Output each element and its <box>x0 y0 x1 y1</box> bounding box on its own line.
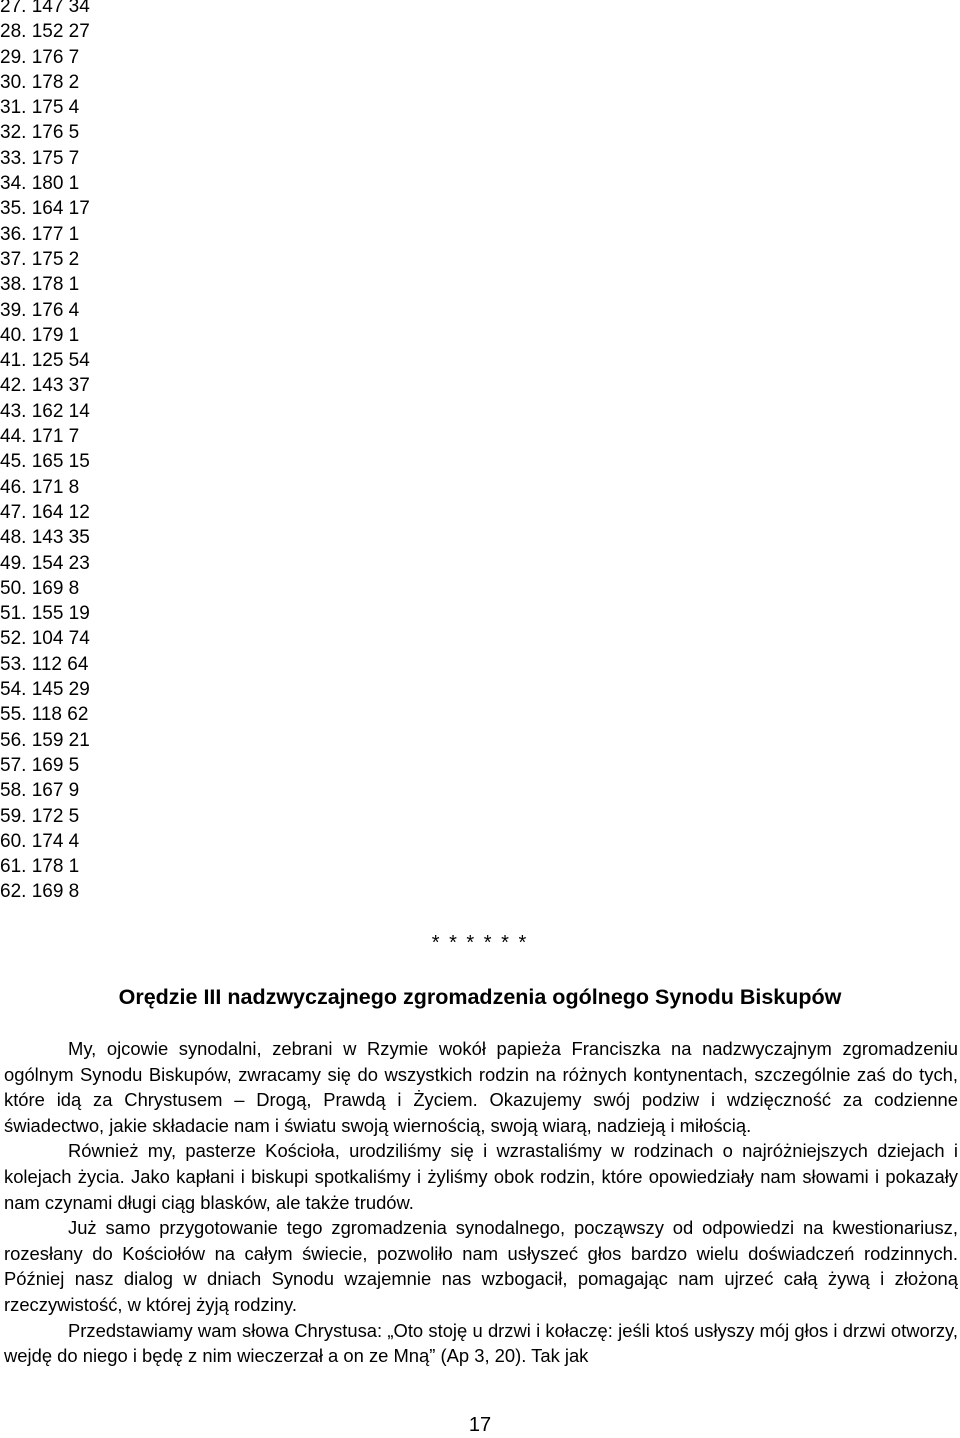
list-item-values: 178 1 <box>31 274 80 296</box>
list-item <box>0 171 90 196</box>
list-item <box>0 778 90 803</box>
list-item-values: 154 23 <box>31 552 90 574</box>
list-item <box>0 652 90 677</box>
list-item <box>0 222 90 247</box>
list-item-values: 178 2 <box>31 71 80 93</box>
list-item-values: 169 5 <box>31 754 80 776</box>
list-item-number: 34. <box>0 173 27 195</box>
list-item-number: 48. <box>0 527 27 549</box>
list-item <box>0 424 90 449</box>
list-item-number: 36. <box>0 223 27 245</box>
list-item <box>0 247 90 272</box>
list-item-number: 62. <box>0 881 27 903</box>
list-item-number: 44. <box>0 426 27 448</box>
list-item-values: 169 8 <box>31 881 80 903</box>
list-item-number: 38. <box>0 274 27 296</box>
list-item-values: 143 35 <box>31 527 90 549</box>
list-item-number: 60. <box>0 830 27 852</box>
list-item-values: 175 2 <box>31 248 80 270</box>
list-item-number: 39. <box>0 299 27 321</box>
list-item-number: 53. <box>0 653 27 675</box>
list-item-number: 47. <box>0 501 27 523</box>
list-item <box>0 576 90 601</box>
list-item-values: 174 4 <box>31 830 80 852</box>
list-item <box>0 804 90 829</box>
list-item-values: 118 62 <box>31 704 89 726</box>
list-item-values: 125 54 <box>31 350 90 372</box>
list-item-number: 41. <box>0 350 27 372</box>
list-item-values: 167 9 <box>31 780 80 802</box>
list-item-number: 31. <box>0 97 27 119</box>
list-item <box>0 626 90 651</box>
page-number: 17 <box>468 1414 492 1436</box>
list-item-values: 145 29 <box>31 679 90 701</box>
list-item-values: 143 37 <box>31 375 90 397</box>
list-item-number: 50. <box>0 577 27 599</box>
list-item-number: 54. <box>0 679 27 701</box>
list-item-number: 37. <box>0 248 27 270</box>
list-item <box>0 753 90 778</box>
list-item-number: 28. <box>0 21 27 43</box>
list-item-values: 104 74 <box>31 628 90 650</box>
list-item-values: 175 7 <box>31 147 80 169</box>
list-item-number: 32. <box>0 122 27 144</box>
list-item-values: 155 19 <box>31 603 90 625</box>
list-item <box>0 19 90 44</box>
list-item-number: 42. <box>0 375 27 397</box>
list-item-values: 177 1 <box>31 223 80 245</box>
list-item <box>0 348 90 373</box>
body-text <box>4 1036 958 1369</box>
list-item-values: 176 5 <box>31 122 80 144</box>
list-item-values: 112 64 <box>31 653 89 675</box>
list-item <box>0 399 90 424</box>
list-item-number: 43. <box>0 400 27 422</box>
list-item-values: 164 17 <box>31 198 90 220</box>
list-item-values: 147 34 <box>31 0 90 17</box>
list-item <box>0 272 90 297</box>
list-item-values: 159 21 <box>31 729 90 751</box>
list-item <box>0 475 90 500</box>
list-item-number: 35. <box>0 198 27 220</box>
list-item-values: 176 7 <box>31 46 80 68</box>
list-item <box>0 829 90 854</box>
list-item-number: 58. <box>0 780 27 802</box>
list-item-values: 171 8 <box>31 476 80 498</box>
list-item <box>0 854 90 879</box>
list-item <box>0 677 90 702</box>
list-item <box>0 373 90 398</box>
list-item-values: 165 15 <box>31 451 90 473</box>
list-item <box>0 146 90 171</box>
list-item-values: 171 7 <box>31 426 80 448</box>
section-separator: * * * * * * <box>431 932 529 954</box>
list-item <box>0 323 90 348</box>
list-item-number: 51. <box>0 603 27 625</box>
list-item-number: 57. <box>0 754 27 776</box>
list-item <box>0 45 90 70</box>
results-list <box>0 0 90 905</box>
list-item-number: 46. <box>0 476 27 498</box>
list-item-values: 180 1 <box>31 173 80 195</box>
list-item <box>0 525 90 550</box>
list-item-values: 164 12 <box>31 501 90 523</box>
list-item <box>0 120 90 145</box>
paragraph: Już samo przygotowanie tego zgromadzenia synodalnego, począwszy od odpowiedzi na kwestionariusz, rozesłany do Kościołów na całym świecie, pozwoliło nam usłyszeć głos bardzo wielu doświadczeń rodzinnych. Później nasz dialog w dniach Synodu wzajemnie nas wzbogacił, pomagając nam ujrzeć całą żywą i złożoną rzeczywistość, w której żyją rodziny. <box>4 1217 958 1315</box>
list-item <box>0 879 90 904</box>
list-item <box>0 500 90 525</box>
list-item-number: 59. <box>0 805 27 827</box>
list-item <box>0 298 90 323</box>
list-item-values: 152 27 <box>31 21 90 43</box>
document-title: Orędzie III nadzwyczajnego zgromadzenia ogólnego Synodu Biskupów <box>118 985 842 1009</box>
list-item-values: 172 5 <box>31 805 80 827</box>
list-item <box>0 728 90 753</box>
list-item-number: 55. <box>0 704 27 726</box>
list-item-values: 175 4 <box>31 97 80 119</box>
paragraph: Również my, pasterze Kościoła, urodziliśmy się i wzrastaliśmy w rodzinach o najróżniejszych dziejach i kolejach życia. Jako kapłani i biskupi spotkaliśmy i żyliśmy obok rodzin, które opowiedziały nam słowami i pokazały nam czynami długi ciąg blasków, ale także trudów. <box>4 1140 958 1213</box>
list-item-values: 176 4 <box>31 299 80 321</box>
list-item-values: 179 1 <box>31 324 80 346</box>
list-item-number: 49. <box>0 552 27 574</box>
list-item <box>0 702 90 727</box>
paragraph: Przedstawiamy wam słowa Chrystusa: „Oto stoję u drzwi i kołaczę: jeśli ktoś usłyszy mój głos i drzwi otworzy, wejdę do niego i będę z nim wieczerzał a on ze Mną” (Ap 3, 20). Tak jak <box>4 1319 958 1367</box>
list-item <box>0 95 90 120</box>
list-item <box>0 196 90 221</box>
list-item-number: 33. <box>0 147 27 169</box>
list-item <box>0 449 90 474</box>
list-item <box>0 0 90 19</box>
list-item <box>0 70 90 95</box>
list-item-number: 56. <box>0 729 27 751</box>
list-item-number: 40. <box>0 324 27 346</box>
list-item-number: 29. <box>0 46 27 68</box>
paragraph: My, ojcowie synodalni, zebrani w Rzymie wokół papieża Franciszka na nadzwyczajnym zgromadzeniu ogólnym Synodu Biskupów, zwracamy się do wszystkich rodzin na różnych kontynentach, szczególnie zaś do tych, które idą za Chrystusem – Drogą, Prawdą i Życiem. Okazujemy swój podziw i wdzięczność za codzienne świadectwo, jakie składacie nam i światu swoją wiernością, swoją wiarą, nadzieją i miłością. <box>4 1038 958 1136</box>
list-item <box>0 601 90 626</box>
list-item-number: 27. <box>0 0 27 17</box>
list-item-values: 169 8 <box>31 577 80 599</box>
list-item <box>0 551 90 576</box>
list-item-values: 162 14 <box>31 400 90 422</box>
list-item-number: 61. <box>0 856 27 878</box>
list-item-number: 30. <box>0 71 27 93</box>
list-item-values: 178 1 <box>31 856 80 878</box>
list-item-number: 45. <box>0 451 27 473</box>
list-item-number: 52. <box>0 628 27 650</box>
